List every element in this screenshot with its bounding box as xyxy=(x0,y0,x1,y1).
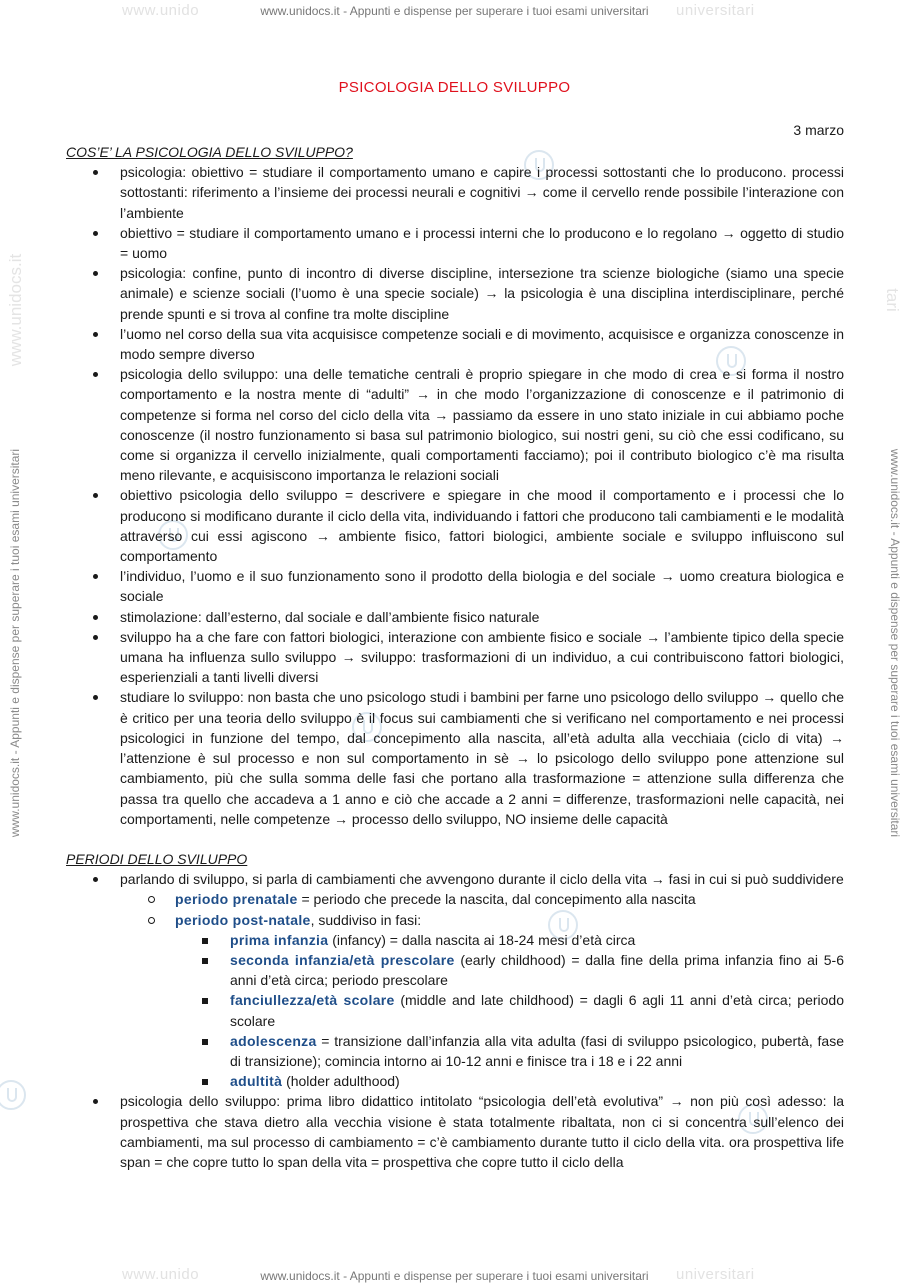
watermark-ghost-left-bottom: www.unido xyxy=(122,1266,200,1283)
term: adultità xyxy=(230,1073,283,1090)
term-definition: (middle and late childhood) = dagli 6 agli 11 anni d’età circa; periodo scolare xyxy=(230,992,844,1029)
phase-item xyxy=(175,930,844,950)
list-item: stimolazione: dall’esterno, dal sociale e dall’ambiente fisico naturale xyxy=(66,607,844,627)
watermark-top: www.unidocs.it - Appunti e dispense per superare i tuoi esami universitari xyxy=(260,4,649,18)
term-definition: (early childhood) = dalla fine della prima infanzia fino ai 5-6 anni d’età circa; periodo prescolare xyxy=(230,951,844,989)
list-item: studiare lo sviluppo: non basta che uno psicologo studi i bambini per farne uno psicologo dello sviluppo → quello che è critico per una teoria dello sviluppo è il focus sui cambiamenti che si verificano nel comportamento e nei processi psicologici in funzione del tempo, dal concepimento alla nascita, all’età adulta alla vecchiaia (ciclo di vita) → l’attenzione è sul processo e non sul comportamento in sè → lo psicologo dello sviluppo pone attenzione sul cambiamento, più che sulla somma delle fasi che portano alla trasformazione = attenzione sulla differenza che passa tra quello che accadeva a 1 anno e ciò che accade a 2 anni = differenze, trasformazioni nelle capacità, nei comportamenti, nelle competenze → processo dello sviluppo, NO insieme delle capacità xyxy=(66,687,844,828)
list-item: obiettivo psicologia dello sviluppo = descrivere e spiegare in che mood il comportamento e i processi che lo producono si modificano durante il ciclo della vita, individuando i fattori che producono tali cambiamenti e le modalità attraverso cui essi agiscono → ambiente fisico, fattori biologici, ambiente sociale e sviluppo influiscono sul comportamento xyxy=(66,485,844,566)
term: periodo post-natale xyxy=(175,911,311,928)
list-item: psicologia dello sviluppo: prima libro didattico intitolato “psicologia dell’età evolutiva” → non più così adesso: la prospettiva che stava dietro alla vecchia visione è stata totalmente ribaltata, non ci si concentra sull’elenco dei cambiamenti, ma sul processo di cambiamento = c’è cambiamento durante tutto il ciclo della vita. ora prospettiva life span = che copre tutto lo span della vita = prospettiva che copre tutto il ciclo della xyxy=(66,1091,844,1172)
term: prima infanzia xyxy=(230,931,329,948)
watermark-ghost-right-bottom: universitari xyxy=(676,1266,755,1283)
page-title: PSICOLOGIA DELLO SVILUPPO xyxy=(338,79,571,96)
watermark-side-right: www.unidocs.it - Appunti e dispense per superare i tuoi esami universitari xyxy=(888,448,902,838)
term: periodo prenatale xyxy=(175,891,298,908)
term-definition: (infancy) = dalla nascita ai 18-24 mesi d’età circa xyxy=(328,931,636,948)
term-definition: = transizione dall’infanzia alla vita adulta (fasi di sviluppo psicologico, pubertà, fase di transizione); comincia intorno ai 10-12 anni e finisce tra i 18 e i 22 anni xyxy=(230,1032,844,1069)
phase-item xyxy=(175,1071,844,1091)
term-definition: , suddiviso in fasi: xyxy=(310,911,422,928)
watermark-ghost-left: www.unido xyxy=(122,2,200,19)
watermark-side-ghost-right: tari xyxy=(882,288,902,312)
list-item: psicologia: obiettivo = studiare il comportamento umano e capire i processi sottostanti che lo producono. processi sottostanti: riferimento a l’insieme dei processi neurali e cognitivi → come il cervello rende possibile l’interazione con l’ambiente xyxy=(66,162,844,223)
term-definition: (holder adulthood) xyxy=(282,1073,400,1090)
list-item: l’individuo, l’uomo e il suo funzionamento sono il prodotto della biologia e del sociale → uomo creatura biologica e sociale xyxy=(66,566,844,606)
unidocs-logo-icon xyxy=(0,1080,26,1110)
document-body xyxy=(66,142,844,1172)
term: adolescenza xyxy=(230,1032,317,1049)
section-heading: PERIODI DELLO SVILUPPO xyxy=(66,850,248,867)
phase-item xyxy=(175,1031,844,1071)
watermark-side-ghost-left: www.unidocs.it xyxy=(6,253,26,367)
watermark-ghost-right: universitari xyxy=(676,2,755,19)
watermark-side-left: www.unidocs.it - Appunti e dispense per superare i tuoi esami universitari xyxy=(8,448,22,838)
list-item xyxy=(66,869,844,1091)
list-item: psicologia: confine, punto di incontro di diverse discipline, intersezione tra scienze biologiche (siamo una specie animale) e scienze sociali (l’uomo è una specie sociale) → la psicologia è una disciplina interdisciplinare, perché prende spunti e si trova al confine tra molte discipline xyxy=(66,263,844,324)
phase-item xyxy=(175,950,844,990)
list-item: sviluppo ha a che fare con fattori biologici, interazione con ambiente fisico e sociale → l’ambiente tipico della specie umana ha influenza sullo sviluppo → sviluppo: trasformazioni di un individuo, a cui contribuiscono fattori biologici, esperienziali a tanti livelli diversi xyxy=(66,627,844,688)
list-item: l’uomo nel corso della sua vita acquisisce competenze sociali e di movimento, acquisisce e organizza conoscenze in modo sempre diverso xyxy=(66,324,844,364)
section-list xyxy=(66,162,844,829)
phase-list xyxy=(175,930,844,1092)
list-item: psicologia dello sviluppo: una delle tematiche centrali è proprio spiegare in che modo di crea e si forma il nostro comportamento e la nostra mente di “adulti” → in che modo l’organizzazione di conoscenze e il patrimonio di competenze si forma nel corso del ciclo della vita → passiamo da essere in uno stato iniziale in cui abbiamo poche conoscenze (il nostro funzionamento si basa sul patrimonio biologico, sui nostri geni, su ciò che essi codificano, su come si organizza il cervello inizialmente, quali comportamenti facciamo); poi il contributo biologico c’è ma risulta meno rilevante, e acquisiscono importanza le relazioni sociali xyxy=(66,364,844,485)
term: fanciullezza/età scolare xyxy=(230,992,395,1009)
document-date: 3 marzo xyxy=(793,122,844,138)
phase-item xyxy=(175,990,844,1030)
section-list xyxy=(66,869,844,1172)
list-item: obiettivo = studiare il comportamento umano e i processi interni che lo producono e lo regolano → oggetto di studio = uomo xyxy=(66,223,844,263)
watermark-bottom: www.unidocs.it - Appunti e dispense per superare i tuoi esami universitari xyxy=(260,1269,649,1283)
section-heading: COS’E’ LA PSICOLOGIA DELLO SVILUPPO? xyxy=(66,144,353,160)
sublist-item xyxy=(120,910,844,1092)
list-item-text: parlando di sviluppo, si parla di cambiamenti che avvengono durante il ciclo della vita → fasi in cui si può suddividere xyxy=(120,871,844,888)
sublist xyxy=(120,889,844,1091)
sublist-item xyxy=(120,889,844,909)
term: seconda infanzia/età prescolare xyxy=(230,951,455,968)
term-definition: = periodo che precede la nascita, dal concepimento alla nascita xyxy=(297,891,696,908)
